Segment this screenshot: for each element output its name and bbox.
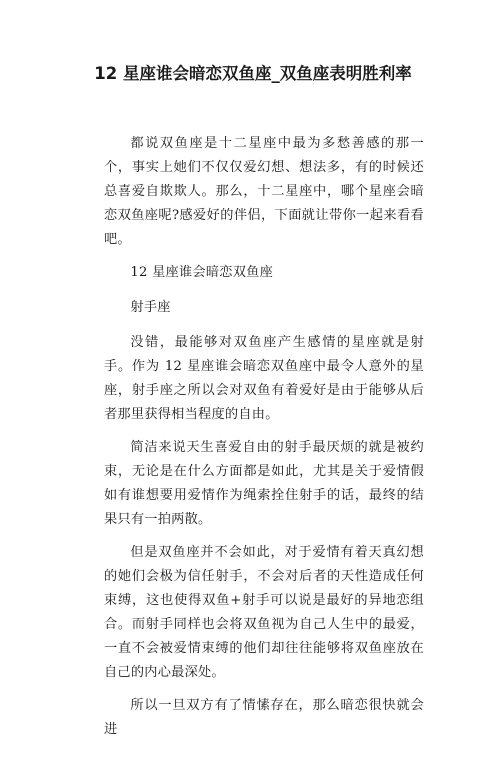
document-body [104,132,424,742]
section-heading: 12 星座谁会暗恋双鱼座 [130,265,274,280]
subsection-heading-sagittarius: 射手座 [130,300,171,315]
paragraph: 所以一旦双方有了情愫存在，那么暗恋很快就会进 [104,698,424,737]
paragraph: 但是双鱼座并不会如此，对于爱情有着天真幻想的她们会极为信任射手，不会对后者的天性造成任何束缚，这也使得双鱼+射手可以说是最好的异地恋组合。而射手同样也会将双鱼视为自己人生中的最爱，一直不会被爱情束缚的他们却往往能够将双鱼座放在自己的内心最深处。 [104,545,424,680]
document-page [0,62,500,770]
document-title: 12 星座谁会暗恋双鱼座_双鱼座表明胜利率 [94,64,412,83]
paragraph: 没错，最能够对双鱼座产生感情的星座就是射手。作为 12 星座谁会暗恋双鱼座中最令人意外的星座，射手座之所以会对双鱼有着爱好是由于能够从后者那里获得相当程度的自由。 [104,335,424,422]
paragraph-intro: 都说双鱼座是十二星座中最为多愁善感的那一个，事实上她们不仅仅爱幻想、想法多，有的时候还总喜爱自欺欺人。那么，十二星座中，哪个星座会暗恋双鱼座呢?感爱好的伴侣，下面就让带你一起来看看吧。 [104,136,424,247]
paragraph: 简洁来说天生喜爱自由的射手最厌烦的就是被约束，无论是在什么方面都是如此，尤其是关于爱情假如有谁想要用爱情作为绳索拴住射手的话，最终的结果只有一拍两散。 [104,440,424,527]
